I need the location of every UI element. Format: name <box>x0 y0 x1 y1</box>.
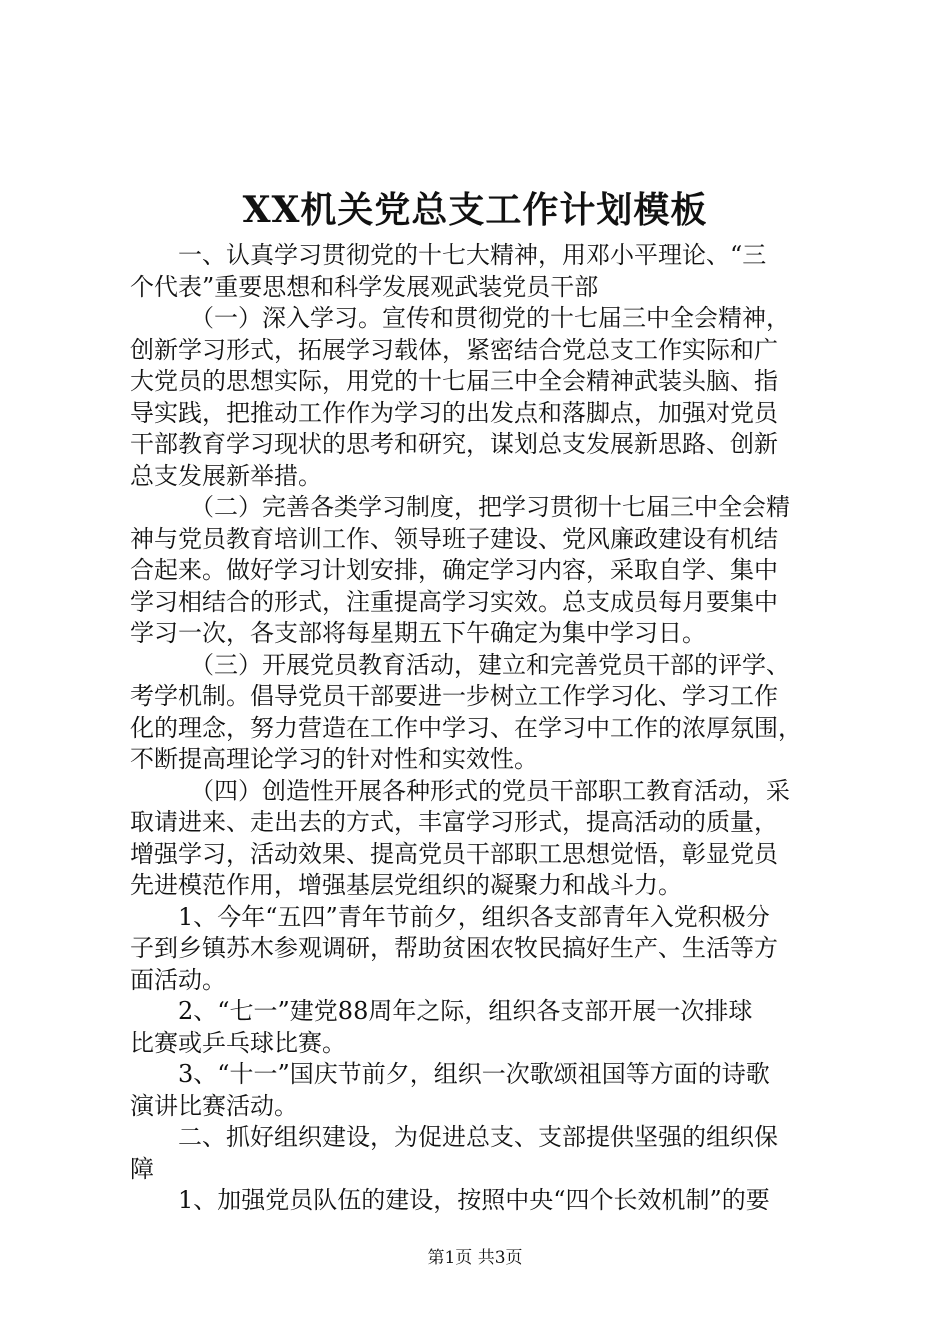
text-line: 先进模范作用，增强基层党组织的凝聚力和战斗力。 <box>130 871 682 899</box>
document-title: XX机关党总支工作计划模板 <box>242 189 708 231</box>
document-body <box>130 240 830 1217</box>
text-line: 导实践，把推动工作作为学习的出发点和落脚点，加强对党员 <box>130 398 778 427</box>
numbered-item-line: 2、“七一”建党88周年之际，组织各支部开展一次排球 <box>178 997 753 1025</box>
paragraph-first-line: （四）创造性开展各种形式的党员干部职工教育活动，采 <box>190 776 790 805</box>
text-line: 子到乡镇苏木参观调研，帮助贫困农牧民搞好生产、生活等方 <box>130 934 778 962</box>
page-number-footer: 第1页 共3页 <box>427 1248 523 1268</box>
text-line: 个代表”重要思想和科学发展观武装党员干部 <box>130 272 599 301</box>
text-line: 学习一次，各支部将每星期五下午确定为集中学习日。 <box>130 619 706 647</box>
text-line: 学习相结合的形式，注重提高学习实效。总支成员每月要集中 <box>130 587 778 616</box>
text-line: 大党员的思想实际，用党的十七届三中全会精神武装头脑、指 <box>130 367 778 395</box>
text-line: 比赛或乒乓球比赛。 <box>130 1028 346 1057</box>
text-line: 演讲比赛活动。 <box>130 1091 298 1120</box>
text-line: 增强学习，活动效果、提高党员干部职工思想觉悟，彰显党员 <box>130 839 778 868</box>
text-line: 障 <box>130 1154 154 1183</box>
paragraph-first-line: （二）完善各类学习制度，把学习贯彻十七届三中全会精 <box>190 493 790 521</box>
section-heading-line: 二、抓好组织建设，为促进总支、支部提供坚强的组织保 <box>178 1123 778 1151</box>
text-line: 创新学习形式，拓展学习载体，紧密结合党总支工作实际和广 <box>130 335 778 364</box>
text-line: 合起来。做好学习计划安排，确定学习内容，采取自学、集中 <box>130 556 778 584</box>
text-line: 考学机制。倡导党员干部要进一步树立工作学习化、学习工作 <box>130 682 778 710</box>
numbered-item-line: 1、加强党员队伍的建设，按照中央“四个长效机制”的要 <box>178 1186 770 1214</box>
text-line: 面活动。 <box>130 965 226 994</box>
text-line: 取请进来、走出去的方式，丰富学习形式，提高活动的质量， <box>130 808 778 836</box>
paragraph-first-line: （三）开展党员教育活动，建立和完善党员干部的评学、 <box>190 650 790 679</box>
text-line: 神与党员教育培训工作、领导班子建设、党风廉政建设有机结 <box>130 524 778 553</box>
text-line: 不断提高理论学习的针对性和实效性。 <box>130 745 538 773</box>
text-line: 干部教育学习现状的思考和研究，谋划总支发展新思路、创新 <box>130 430 778 458</box>
section-heading-line: 一、认真学习贯彻党的十七大精神，用邓小平理论、“三 <box>178 241 767 269</box>
text-line: 化的理念，努力营造在工作中学习、在学习中工作的浓厚氛围， <box>130 713 802 742</box>
numbered-item-line: 3、“十一”国庆节前夕，组织一次歌颂祖国等方面的诗歌 <box>178 1060 770 1088</box>
text-line: 总支发展新举措。 <box>130 461 322 490</box>
numbered-item-line: 1、今年“五四”青年节前夕，组织各支部青年入党积极分 <box>178 902 770 931</box>
paragraph-first-line: （一）深入学习。宣传和贯彻党的十七届三中全会精神， <box>190 304 790 332</box>
